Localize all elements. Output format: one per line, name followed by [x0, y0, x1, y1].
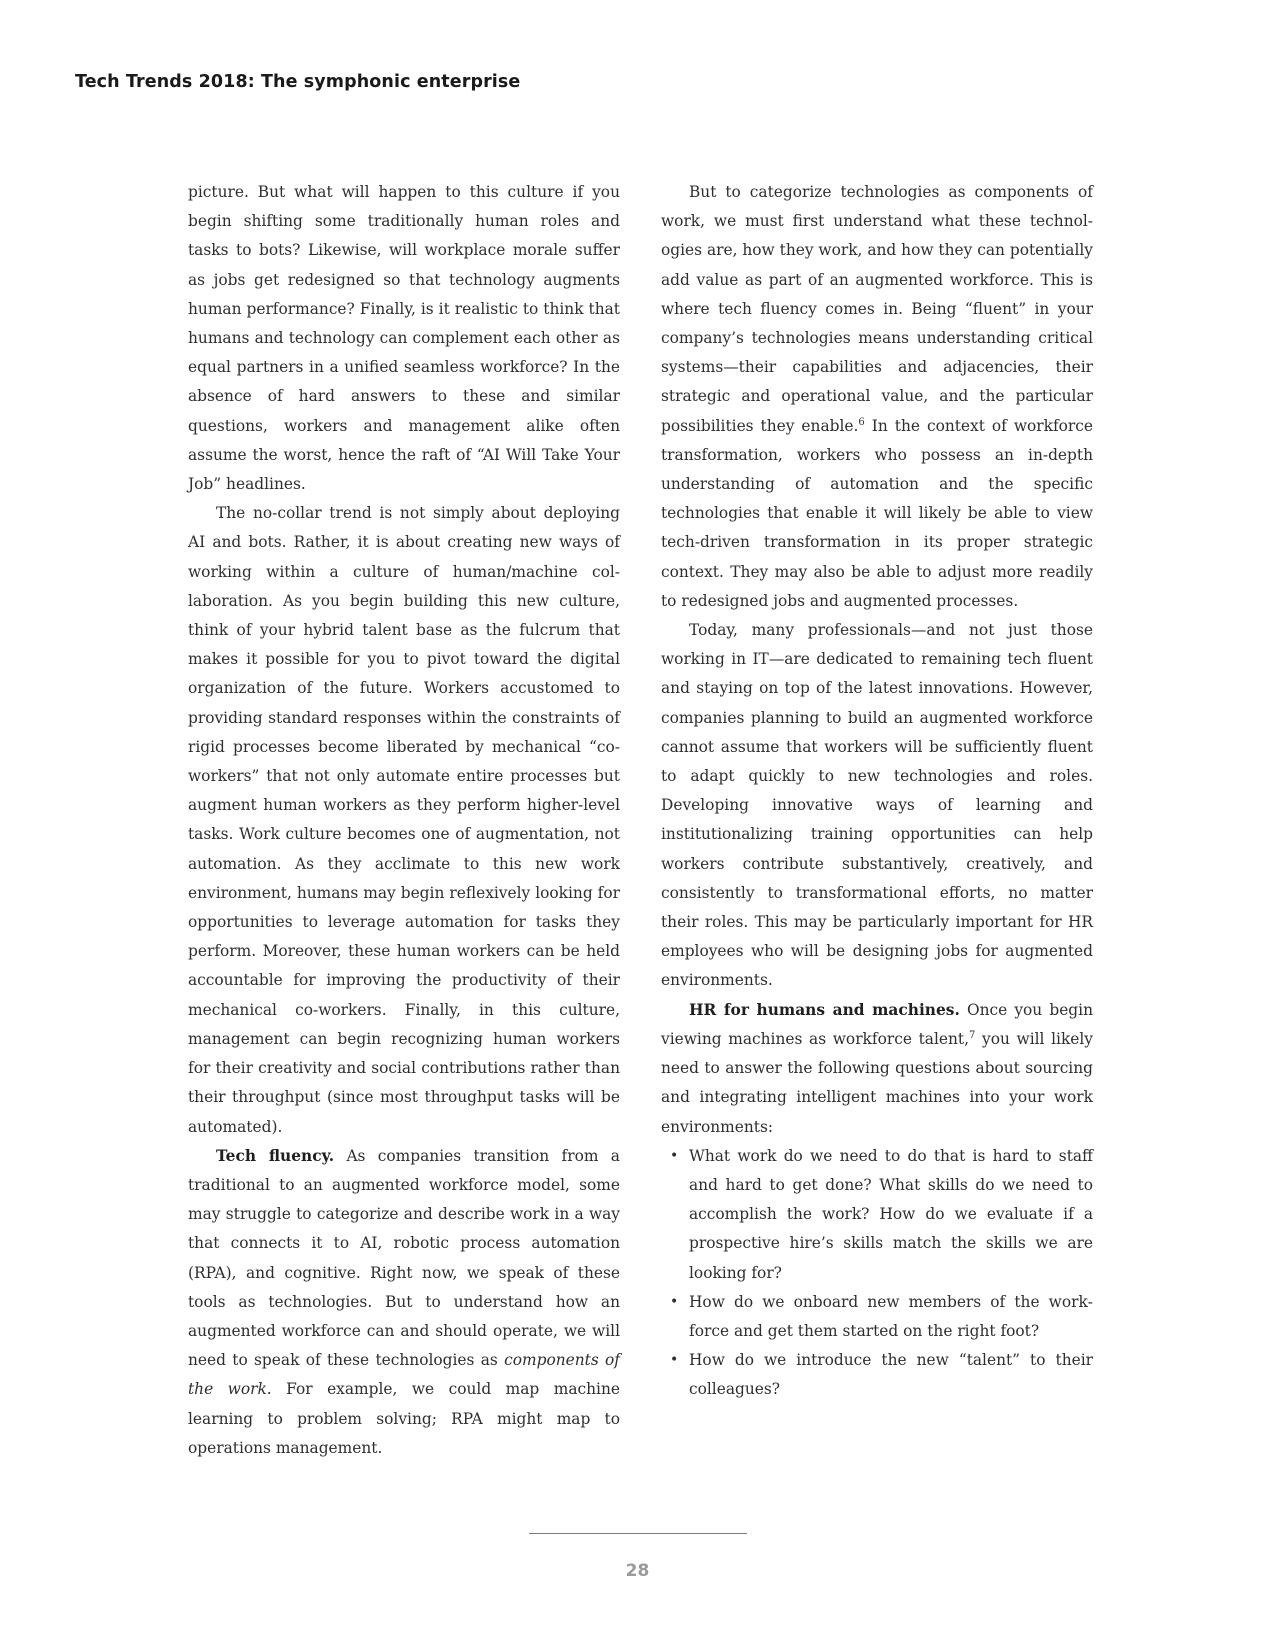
left-paragraph-3-text-a: As companies transition from a traditional to an augmented workforce model, some may struggle to categorize and describe work in a way that connects it to AI, robotic process automation (RPA), and cognitive. Right now, we speak of these tools as technologies. But to understand how an augmented workforce can and should operate, we will need to speak of these technologies as — [188, 1146, 620, 1370]
bullet-icon: • — [670, 1147, 679, 1164]
bullet-text: What work do we need to do that is hard to staff and hard to get done? What skills do we need to accomplish the work? How do we evaluate if a prospective hire’s skills match the skills we are looking for? — [689, 1146, 1093, 1282]
bullet-icon: • — [670, 1293, 679, 1310]
list-item — [661, 1142, 1093, 1288]
right-text-column — [661, 178, 1093, 1405]
tech-fluency-lead-heading: Tech fluency. — [216, 1146, 335, 1165]
bullet-text: How do we introduce the new “talent” to their colleagues? — [689, 1351, 1093, 1399]
right-paragraph-3-text-b: you will likely need to answer the following questions about sourcing and integrating intelligent machines into your work environments: — [661, 1029, 1094, 1136]
left-paragraph-1: picture. But what will happen to this culture if you begin shifting some traditionally human roles and tasks to bots? Likewise, will workplace morale suffer as jobs get redesigned so that technology augments human performance? Finally, is it realistic to think that humans and technology can complement each other as equal partners in a unified seamless workforce? In the absence of hard answers to these and similar questions, workers and management alike often assume the worst, hence the raft of “AI Will Take Your Job” headlines. — [188, 183, 620, 494]
left-paragraph-3 — [188, 1142, 620, 1463]
right-paragraph-1 — [661, 178, 1093, 616]
bullet-icon: • — [670, 1352, 679, 1369]
list-item — [661, 1288, 1093, 1346]
running-header-title: Tech Trends 2018: The symphonic enterprise — [75, 72, 521, 92]
right-paragraph-3-text-a: Once you begin viewing machines as workforce talent, — [661, 1000, 1093, 1048]
left-text-column — [188, 178, 620, 1463]
bullet-text: How do we onboard new members of the workforce and get them started on the right foot? — [689, 1292, 1093, 1340]
right-paragraph-1-text-a: But to categorize technologies as components of work, we must first understand what these technologies are, how they work, and how they can potentially add value as part of an augmented workforce. This is where tech fluency comes in. Being “fluent” in your company’s technologies means understanding critical systems—their capabilities and adjacencies, their strategic and operational value, and the particular possibilities they enable. — [661, 183, 1093, 435]
footnote-ref-6: 6 — [858, 416, 865, 428]
list-item — [661, 1346, 1093, 1404]
right-paragraph-2: Today, many professionals—and not just those working in IT—are dedicated to remaining tech fluent and staying on top of the latest innovations. However, companies planning to build an augmented workforce cannot assume that workers will be sufficiently fluent to adapt quickly to new technologies and roles. Developing innovative ways of learning and institutionalizing training opportunities can help workers contribute substantively, creatively, and consistently to transformational efforts, no matter their roles. This may be particularly important for HR employees who will be designing jobs for augmented environments. — [661, 621, 1093, 990]
left-paragraph-3-italic: components of the work — [188, 1351, 621, 1399]
right-paragraph-1-text-b: In the context of workforce transformation, workers who possess an in-depth understanding of automation and the specific technologies that enable it will likely be able to view tech-driven transformation in its proper strategic context. They may also be able to adjust more readily to redesigned jobs and augmented processes. — [661, 416, 1094, 610]
page-number: 28 — [625, 1561, 650, 1581]
right-paragraph-3 — [661, 996, 1093, 1142]
footnote-ref-7: 7 — [968, 1029, 976, 1041]
question-bullet-list — [661, 1142, 1093, 1405]
left-paragraph-2: The no-collar trend is not simply about deploying AI and bots. Rather, it is about creating new ways of working within a culture of human/machine collaboration. As you begin building this new culture, think of your hybrid talent base as the fulcrum that makes it possible for you to pivot toward the digital organization of the future. Workers accustomed to providing standard responses within the constraints of rigid processes become liberated by mechanical “co-workers” that not only automate entire processes but augment human workers as they perform higher-level tasks. Work culture becomes one of augmentation, not automation. As they acclimate to this new work environment, humans may begin reflexively looking for opportunities to leverage automation for tasks they perform. Moreover, these human workers can be held accountable for improving the productivity of their mechanical co-workers. Finally, in this culture, management can begin recognizing human workers for their creativity and social contributions rather than their throughput (since most throughput tasks will be automated). — [188, 504, 620, 1136]
footer-divider — [529, 1533, 747, 1534]
left-paragraph-3-text-b: . For example, we could map machine learning to problem solving; RPA might map to operations management. — [188, 1380, 620, 1457]
hr-lead-heading: HR for humans and machines. — [689, 1000, 960, 1019]
